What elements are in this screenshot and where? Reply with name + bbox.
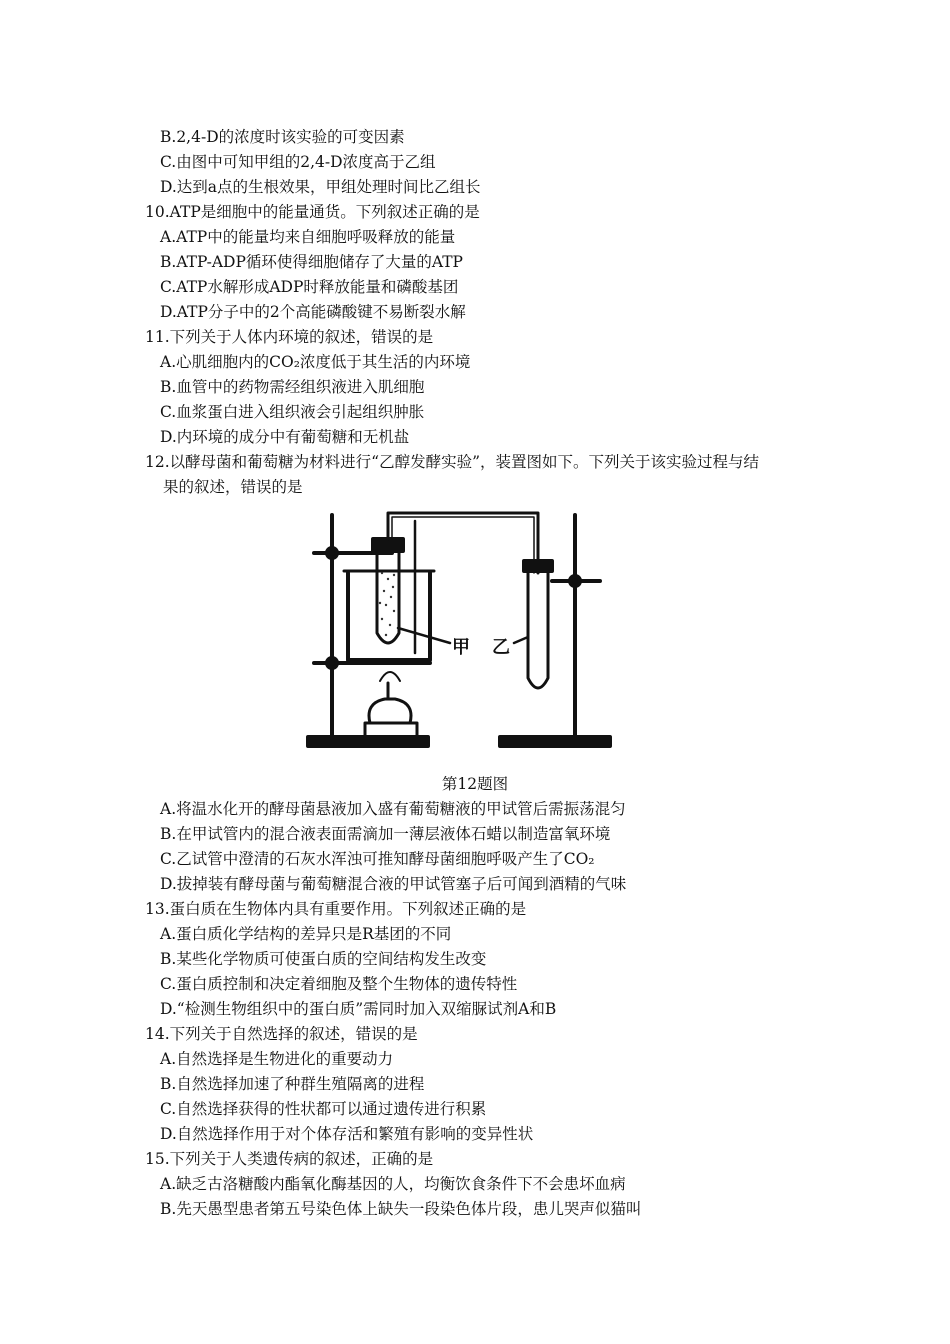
q11-option-c: C.血浆蛋白进入组织液会引起组织肿胀	[160, 403, 425, 421]
q10-stem: 10.ATP是细胞中的能量通货。下列叙述正确的是	[145, 203, 480, 221]
q15-option-a: A.缺乏古洛糖酸内酯氧化酶基因的人，均衡饮食条件下不会患坏血病	[160, 1175, 626, 1193]
right-stand-base	[500, 737, 610, 746]
q13-option-b: B.某些化学物质可使蛋白质的空间结构发生改变	[160, 950, 487, 968]
q12-stem: 12.以酵母菌和葡萄糖为材料进行“乙醇发酵实验”，装置图如下。下列关于该实验过程与结	[145, 453, 760, 471]
q13-stem: 13.蛋白质在生物体内具有重要作用。下列叙述正确的是	[145, 900, 527, 918]
water-bath-beaker	[348, 573, 430, 660]
q14-option-c: C.自然选择获得的性状都可以通过遗传进行积累	[160, 1100, 487, 1118]
q13-option-d: D.“检测生物组织中的蛋白质”需同时加入双缩脲试剂A和B	[160, 1000, 557, 1018]
q12-stem-continued: 果的叙述，错误的是	[163, 478, 303, 496]
tube-jia-stopper	[373, 539, 403, 551]
q14-stem: 14.下列关于自然选择的叙述，错误的是	[145, 1025, 418, 1043]
q10-option-a: A.ATP中的能量均来自细胞呼吸释放的能量	[160, 228, 456, 246]
q11-option-b: B.血管中的药物需经组织液进入肌细胞	[160, 378, 425, 396]
q12-option-c: C.乙试管中澄清的石灰水浑浊可推知酵母菌细胞呼吸产生了CO₂	[160, 850, 595, 868]
q11-option-d: D.内环境的成分中有葡萄糖和无机盐	[160, 428, 410, 446]
q10-option-b: B.ATP-ADP循环使得细胞储存了大量的ATP	[160, 253, 463, 271]
q10-option-d: D.ATP分子中的2个高能磷酸键不易断裂水解	[160, 303, 466, 321]
q9-option-c: C.由图中可知甲组的2,4-D浓度高于乙组	[160, 153, 436, 171]
q11-stem: 11.下列关于人体内环境的叙述，错误的是	[145, 328, 434, 346]
q9-option-d: D.达到a点的生根效果，甲组处理时间比乙组长	[160, 178, 481, 196]
q12-option-b: B.在甲试管内的混合液表面需滴加一薄层液体石蜡以制造富氧环境	[160, 825, 611, 843]
figure-caption: 第12题图	[441, 775, 509, 793]
alcohol-burner	[369, 699, 411, 723]
q14-option-d: D.自然选择作用于对个体存活和繁殖有影响的变异性状	[160, 1125, 534, 1143]
fermentation-apparatus-figure	[300, 503, 630, 758]
label-jia: 甲	[452, 637, 470, 658]
tube-yi	[528, 563, 548, 688]
q11-option-a: A.心肌细胞内的CO₂浓度低于其生活的内环境	[160, 353, 471, 371]
q13-option-c: C.蛋白质控制和决定着细胞及整个生物体的遗传特性	[160, 975, 518, 993]
delivery-tube	[388, 513, 538, 573]
q13-option-a: A.蛋白质化学结构的差异只是R基团的不同	[160, 925, 452, 943]
q9-option-b: B.2,4-D的浓度时该实验的可变因素	[160, 128, 405, 146]
q12-option-a: A.将温水化开的酵母菌悬液加入盛有葡萄糖液的甲试管后需振荡混匀	[160, 800, 626, 818]
q15-stem: 15.下列关于人类遗传病的叙述，正确的是	[145, 1150, 434, 1168]
q12-option-d: D.拔掉装有酵母菌与葡萄糖混合液的甲试管塞子后可闻到酒精的气味	[160, 875, 627, 893]
yeast-mixture	[379, 572, 395, 636]
tube-jia	[377, 548, 399, 643]
q14-option-b: B.自然选择加速了种群生殖隔离的进程	[160, 1075, 425, 1093]
label-yi: 乙	[492, 637, 510, 658]
q15-option-b: B.先天愚型患者第五号染色体上缺失一段染色体片段，患儿哭声似猫叫	[160, 1200, 642, 1218]
q10-option-c: C.ATP水解形成ADP时释放能量和磷酸基团	[160, 278, 459, 296]
flame	[380, 672, 400, 681]
q14-option-a: A.自然选择是生物进化的重要动力	[160, 1050, 394, 1068]
